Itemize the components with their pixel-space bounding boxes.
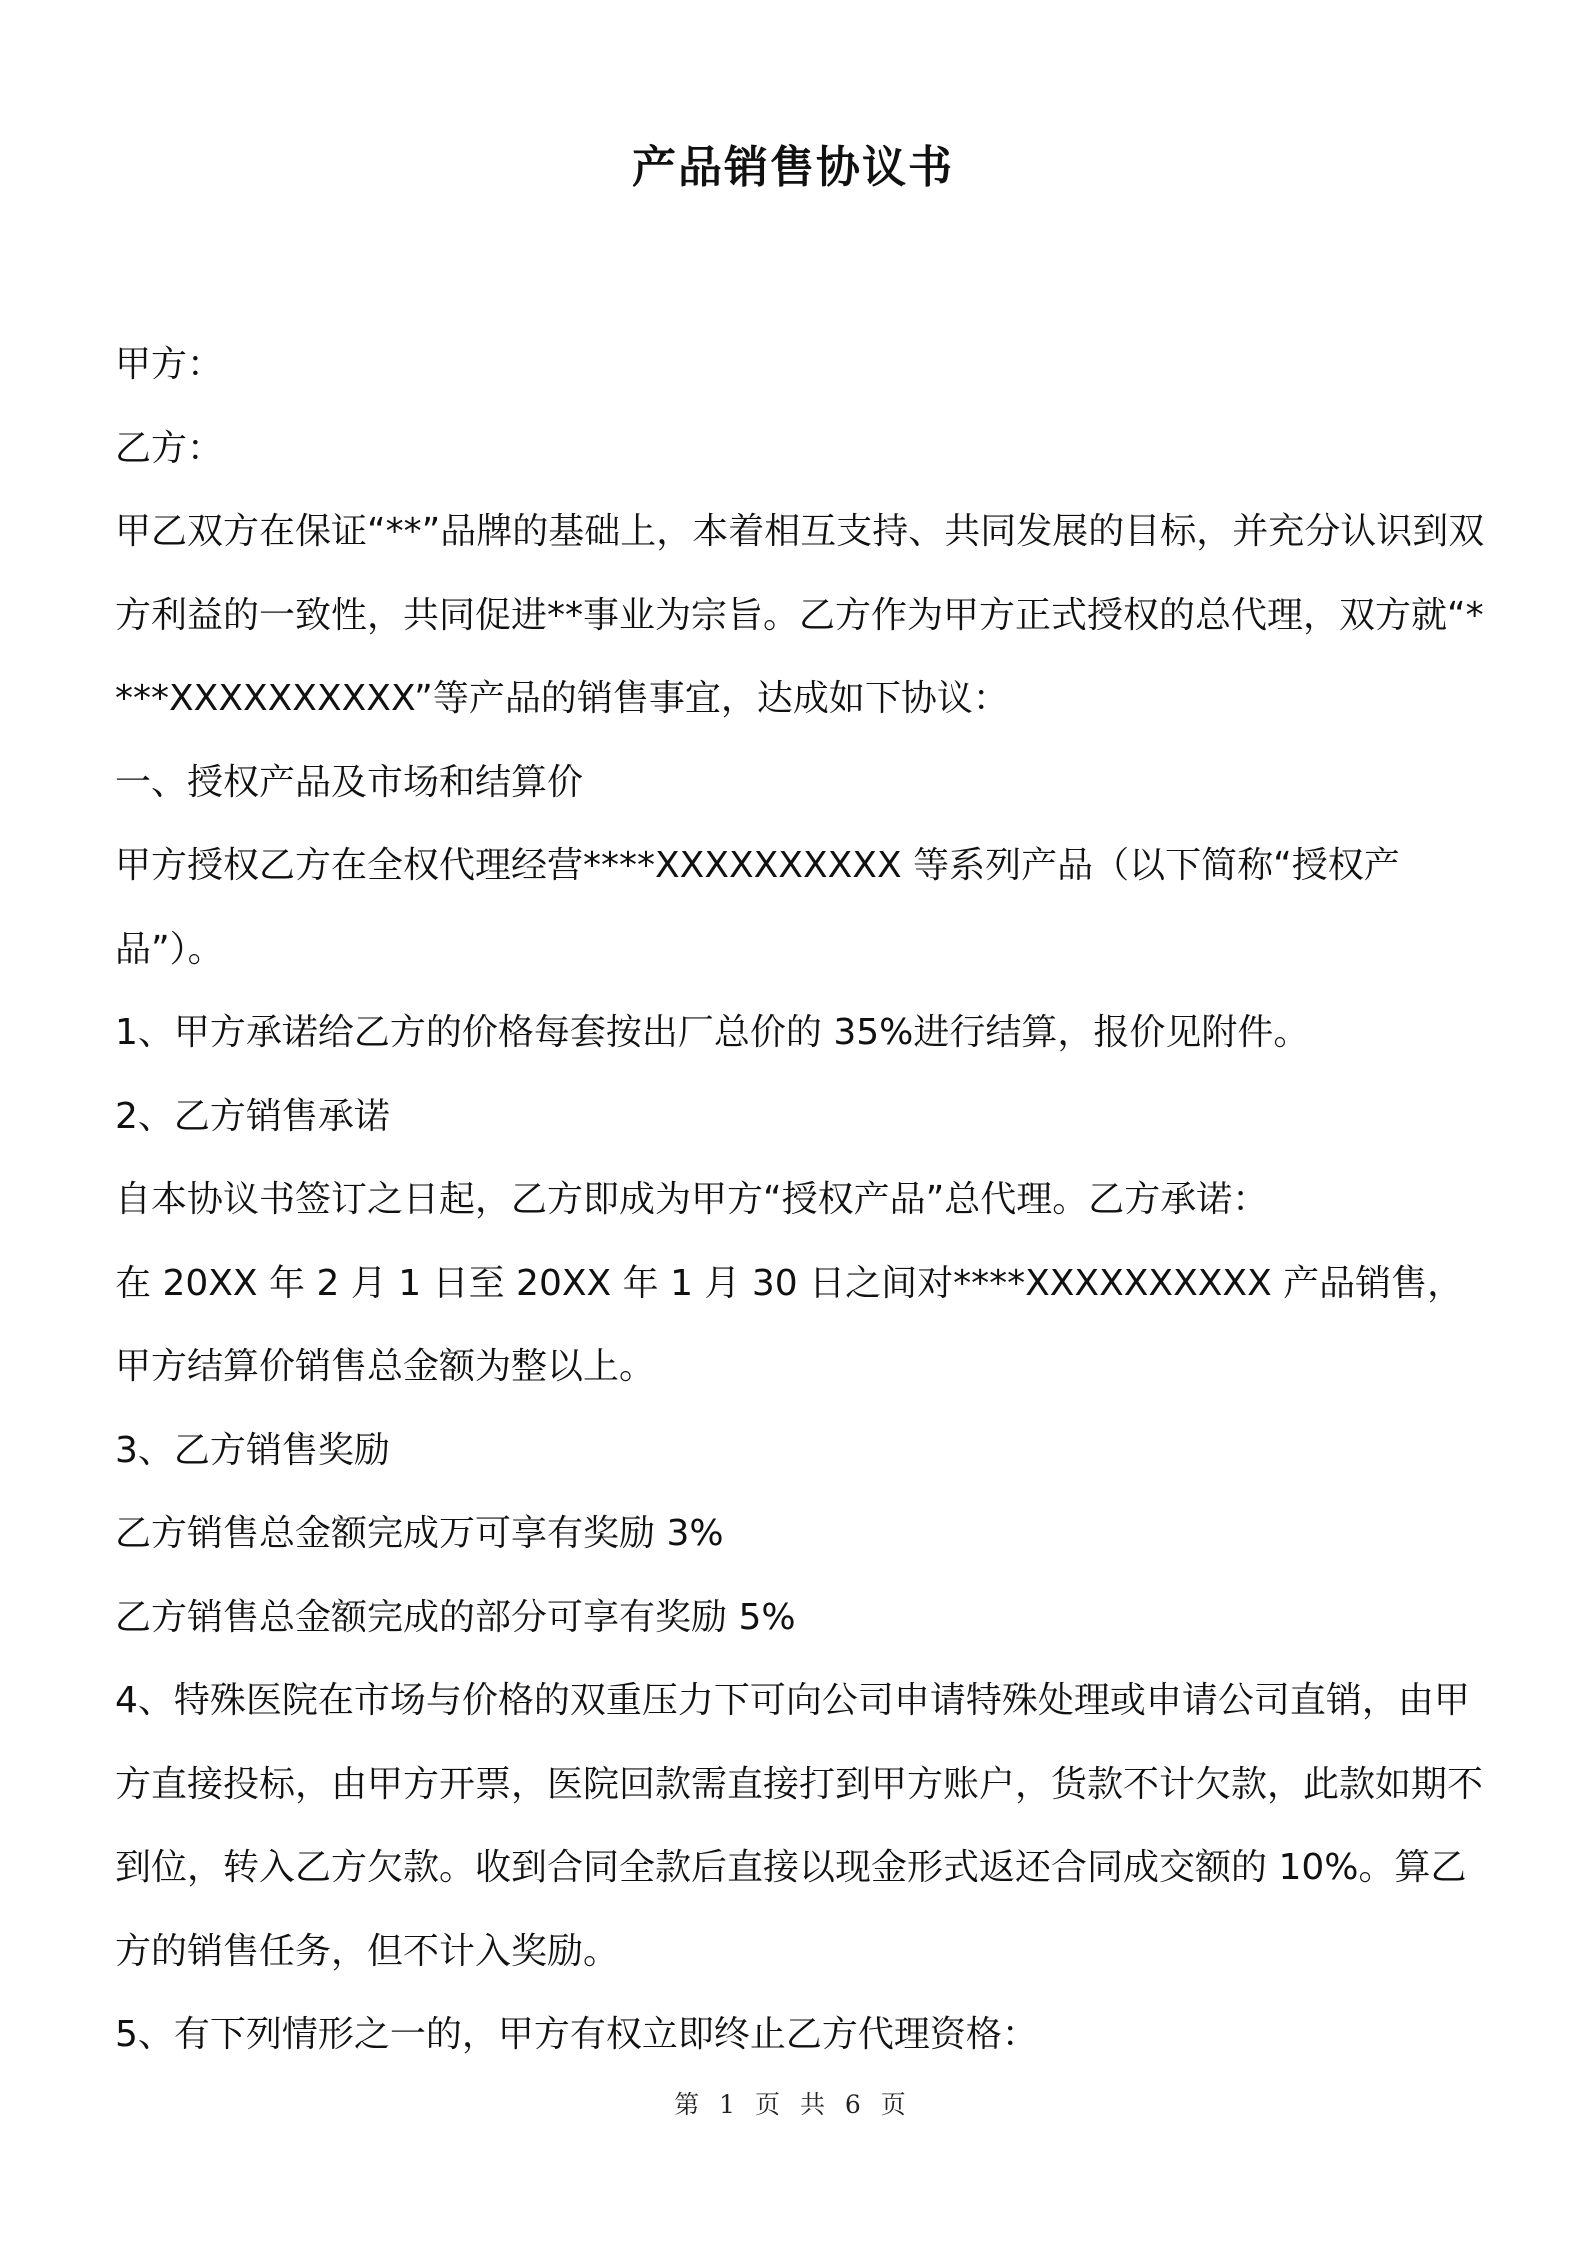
section-heading-authorization: 一、授权产品及市场和结算价 xyxy=(115,761,584,803)
authorization-paragraph: 甲方授权乙方在全权代理经营****XXXXXXXXXX 等系列产品（以下简称“授权产品”）。 xyxy=(115,845,1400,970)
clause-2-commitment: 在 20XX 年 2 月 1 日至 20XX 年 1 月 30 日之间对****XXXXXXXXXX 产品销售，甲方结算价销售总金额为整以上。 xyxy=(115,1262,1464,1387)
party-b-line: 乙方： xyxy=(115,427,224,469)
document-body xyxy=(115,323,1490,2077)
clause-1: 1、甲方承诺给乙方的价格每套按出厂总价的 35%进行结算，报价见附件。 xyxy=(115,1012,1310,1053)
party-a-line: 甲方： xyxy=(115,344,224,385)
clause-3-reward-2: 乙方销售总金额完成的部分可享有奖励 5% xyxy=(115,1596,796,1638)
clause-5: 5、有下列情形之一的，甲方有权立即终止乙方代理资格： xyxy=(115,2014,1038,2055)
page-number-footer: 第 1 页 共 6 页 xyxy=(674,2090,912,2119)
clause-3-heading: 3、乙方销售奖励 xyxy=(115,1429,390,1471)
clause-2-intro: 自本协议书签订之日起，乙方即成为甲方“授权产品”总代理。乙方承诺： xyxy=(115,1179,1269,1220)
preamble-paragraph: 甲乙双方在保证“**”品牌的基础上，本着相互支持、共同发展的目标，并充分认识到双方利益的一致性，共同促进**事业为宗旨。乙方作为甲方正式授权的总代理，双方就“****XXXXXXXXXX”等产品的销售事宜，达成如下协议： xyxy=(115,511,1485,719)
clause-3-reward-1: 乙方销售总金额完成万可享有奖励 3% xyxy=(115,1513,724,1554)
clause-2-heading: 2、乙方销售承诺 xyxy=(115,1095,390,1137)
document-title: 产品销售协议书 xyxy=(632,142,954,193)
clause-4: 4、特殊医院在市场与价格的双重压力下可向公司申请特殊处理或申请公司直销，由甲方直接投标，由甲方开票，医院回款需直接打到甲方账户，货款不计欠款，此款如期不到位，转入乙方欠款。收到合同全款后直接以现金形式返还合同成交额的 10%。算乙方的销售任务，但不计入奖励。 xyxy=(115,1680,1484,1972)
